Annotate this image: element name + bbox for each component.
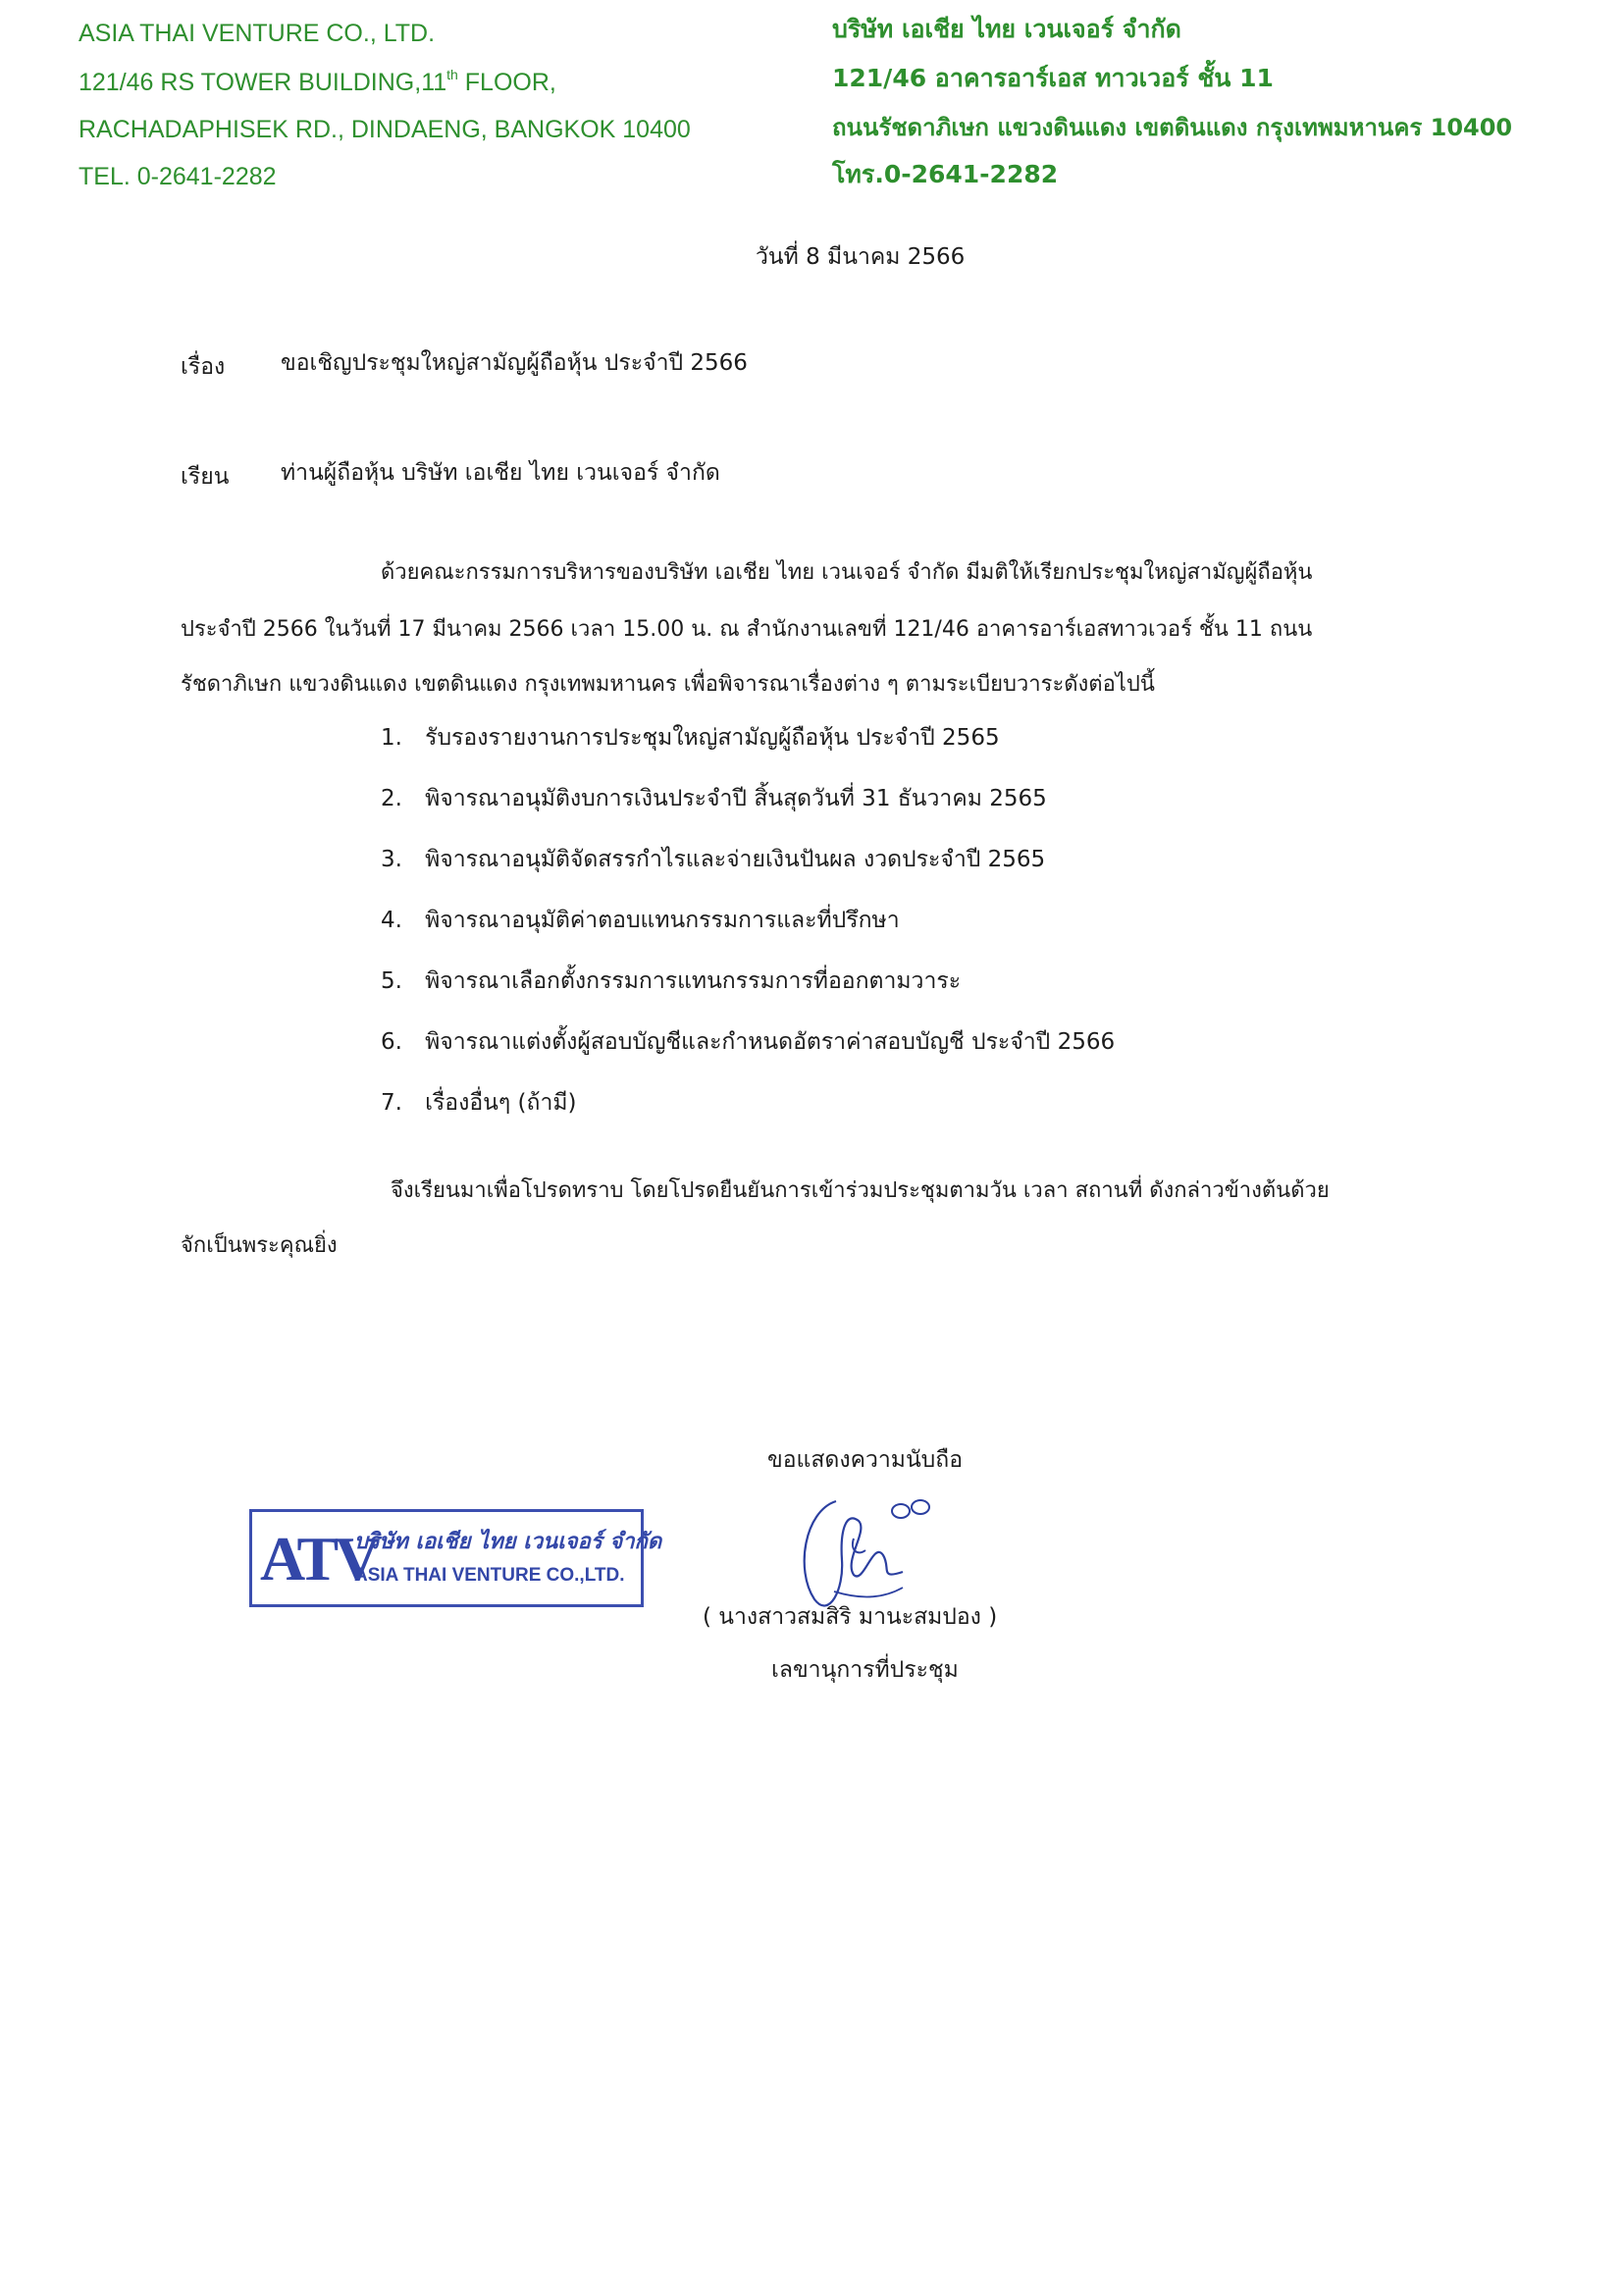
agenda-item-text: พิจารณาอนุมัติงบการเงินประจำปี สิ้นสุดวันที่ 31 ธันวาคม 2565	[425, 786, 1047, 811]
stamp-name-th: บริษัท เอเชีย ไทย เวนเจอร์ จำกัด	[354, 1529, 662, 1554]
subject-text: ขอเชิญประชุมใหญ่สามัญผู้ถือหุ้น ประจำปี 2566	[281, 350, 748, 376]
letterhead-company-en: ASIA THAI VENTURE CO., LTD.	[79, 20, 436, 47]
letterhead-address-th-line2: ถนนรัชดาภิเษก แขวงดินแดง เขตดินแดง กรุงเทพมหานคร 10400	[832, 114, 1513, 141]
agenda-item-number: 1.	[381, 725, 402, 751]
signatory-title: เลขานุการที่ประชุม	[771, 1657, 959, 1683]
letterhead-address-en-line2: RACHADAPHISEK RD., DINDAENG, BANGKOK 10400	[79, 116, 691, 143]
address-en-line1-post: FLOOR,	[457, 69, 556, 96]
agenda-item	[381, 846, 1045, 873]
agenda-item-text: พิจารณาเลือกตั้งกรรมการแทนกรรมการที่ออกตามวาระ	[425, 968, 962, 994]
recipient-text: ท่านผู้ถือหุ้น บริษัท เอเชีย ไทย เวนเจอร์ จำกัด	[281, 460, 720, 486]
agenda-item-text: พิจารณาอนุมัติค่าตอบแทนกรรมการและที่ปรึกษา	[425, 908, 900, 933]
subject-label: เรื่อง	[181, 354, 226, 380]
agenda-item-number: 4.	[381, 908, 402, 933]
agenda-item	[381, 907, 900, 934]
agenda-item	[381, 785, 1047, 812]
body-line-3: รัชดาภิเษก แขวงดินแดง เขตดินแดง กรุงเทพมหานคร เพื่อพิจารณาเรื่องต่าง ๆ ตามระเบียบวาระดังต่อไปนี้	[181, 672, 1155, 697]
signature-salutation: ขอแสดงความนับถือ	[767, 1447, 964, 1473]
agenda-item-number: 7.	[381, 1090, 402, 1116]
letterhead-address-en-line1	[79, 66, 556, 96]
agenda-item-number: 3.	[381, 847, 402, 872]
agenda-item-number: 6.	[381, 1029, 402, 1055]
letterhead-tel-th: โทร.0-2641-2282	[832, 160, 1059, 188]
agenda-item	[381, 967, 961, 995]
stamp-logo: ATV	[260, 1524, 377, 1593]
letterhead-address-th-line1: 121/46 อาคารอาร์เอส ทาวเวอร์ ชั้น 11	[832, 64, 1274, 92]
agenda-item	[381, 724, 1000, 752]
stamp-name-en: ASIA THAI VENTURE CO.,LTD.	[354, 1565, 625, 1586]
agenda-item	[381, 1028, 1115, 1056]
agenda-item-text: พิจารณาแต่งตั้งผู้สอบบัญชีและกำหนดอัตราค่าสอบบัญชี ประจำปี 2566	[425, 1029, 1116, 1055]
agenda-item	[381, 1089, 577, 1117]
company-stamp	[249, 1509, 662, 1607]
letter-date: วันที่ 8 มีนาคม 2566	[756, 244, 966, 270]
agenda-item-number: 2.	[381, 786, 402, 811]
address-en-line1-pre: 121/46 RS TOWER BUILDING,11	[79, 69, 447, 96]
letterhead-company-th: บริษัท เอเชีย ไทย เวนเจอร์ จำกัด	[832, 15, 1181, 43]
body-line-2: ประจำปี 2566 ในวันที่ 17 มีนาคม 2566 เวลา 15.00 น. ณ สำนักงานเลขที่ 121/46 อาคารอาร์เอสทาวเวอร์ ชั้น 11 ถนน	[181, 617, 1313, 642]
letterhead-tel-en: TEL. 0-2641-2282	[79, 163, 277, 190]
address-en-line1-sup: th	[446, 66, 458, 82]
closing-line-2: จักเป็นพระคุณยิ่ง	[181, 1233, 338, 1258]
agenda-item-text: รับรองรายงานการประชุมใหญ่สามัญผู้ถือหุ้น ประจำปี 2565	[425, 725, 1000, 751]
agenda-item-text: เรื่องอื่นๆ (ถ้ามี)	[425, 1090, 577, 1116]
signatory-name: ( นางสาวสมสิริ มานะสมปอง )	[703, 1604, 998, 1630]
body-line-1: ด้วยคณะกรรมการบริหารของบริษัท เอเชีย ไทย เวนเจอร์ จำกัด มีมติให้เรียกประชุมใหญ่สามัญผู้ถือหุ้น	[381, 560, 1313, 585]
agenda-item-number: 5.	[381, 968, 402, 994]
closing-line-1: จึงเรียนมาเพื่อโปรดทราบ โดยโปรดยืนยันการเข้าร่วมประชุมตามวัน เวลา สถานที่ ดังกล่าวข้างต้นด้วย	[391, 1178, 1330, 1203]
recipient-label: เรียน	[181, 464, 230, 490]
agenda-item-text: พิจารณาอนุมัติจัดสรรกำไรและจ่ายเงินปันผล งวดประจำปี 2565	[425, 847, 1046, 872]
